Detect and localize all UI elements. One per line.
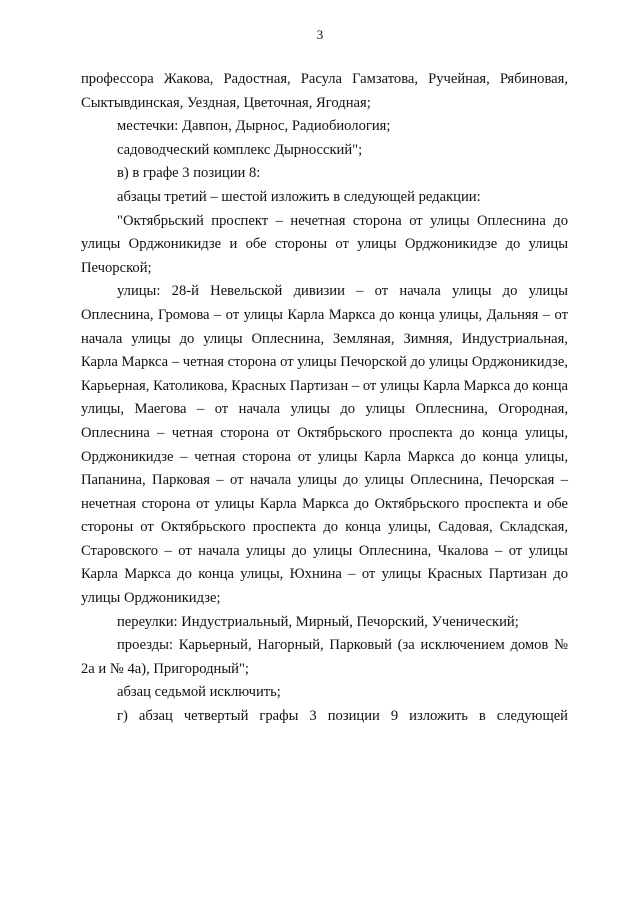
paragraph-item-g: г) абзац четвертый графы 3 позиции 9 изложить в следующей	[117, 708, 568, 725]
page-number: 3	[316, 27, 324, 42]
paragraph-oktyabrsky-prospekt: "Октябрьский проспект – нечетная сторона от улицы Оплеснина до улицы Орджоникидзе и обе стороны от улицы Орджоникидзе до улицы Печорской;	[81, 212, 568, 276]
paragraph-item-v: в) в графе 3 позиции 8:	[117, 165, 261, 182]
paragraph-garden-complex: садоводческий комплекс Дырносский";	[117, 141, 363, 158]
paragraph-localities: местечки: Давпон, Дырнос, Радиобиология;	[117, 118, 391, 135]
paragraph-streets: улицы: 28-й Невельской дивизии – от начала улицы до улицы Оплеснина, Громова – от улицы Карла Маркса до конца улицы, Дальняя – от начала улицы до улицы Оплеснина, Земляная, Зимняя, Индустриальная, Карла Маркса – четная сторона от улицы Печорской до улицы Орджоникидзе, Карьерная, Католикова, Красных Партизан – от улицы Карла Маркса до конца улицы, Маегова – от начала улицы до улицы Оплеснина, Огородная, Оплеснина – четная сторона от Октябрьского проспекта до конца улицы, Орджоникидзе – четная сторона от улицы Карла Маркса до конца улицы, Папанина, Парковая – от начала улицы до улицы Оплеснина, Печорская – нечетная сторона от улицы Карла Маркса до Октябрьского проспекта и обе стороны от Октябрьского проспекта до конца улицы, Садовая, Складская, Старовского – от начала улицы до улицы Оплеснина, Чкалова – от улицы Карла Маркса до конца улицы, Юхнина – от улицы Красных Партизан до улицы Орджоникидзе;	[81, 283, 568, 607]
paragraph-lanes: переулки: Индустриальный, Мирный, Печорский, Ученический;	[117, 613, 519, 630]
paragraph-street-list-continued: профессора Жакова, Радостная, Расула Гамзатова, Ручейная, Рябиновая, Сыктывдинская, Уездная, Цветочная, Ягодная;	[81, 71, 568, 111]
document-body	[81, 68, 568, 729]
paragraph-passages: проезды: Карьерный, Нагорный, Парковый (за исключением домов № 2а и № 4а), Пригородный";	[81, 637, 568, 677]
paragraph-exclusion: абзац седьмой исключить;	[117, 684, 281, 701]
paragraph-amendment-intro: абзацы третий – шестой изложить в следующей редакции:	[117, 188, 481, 205]
